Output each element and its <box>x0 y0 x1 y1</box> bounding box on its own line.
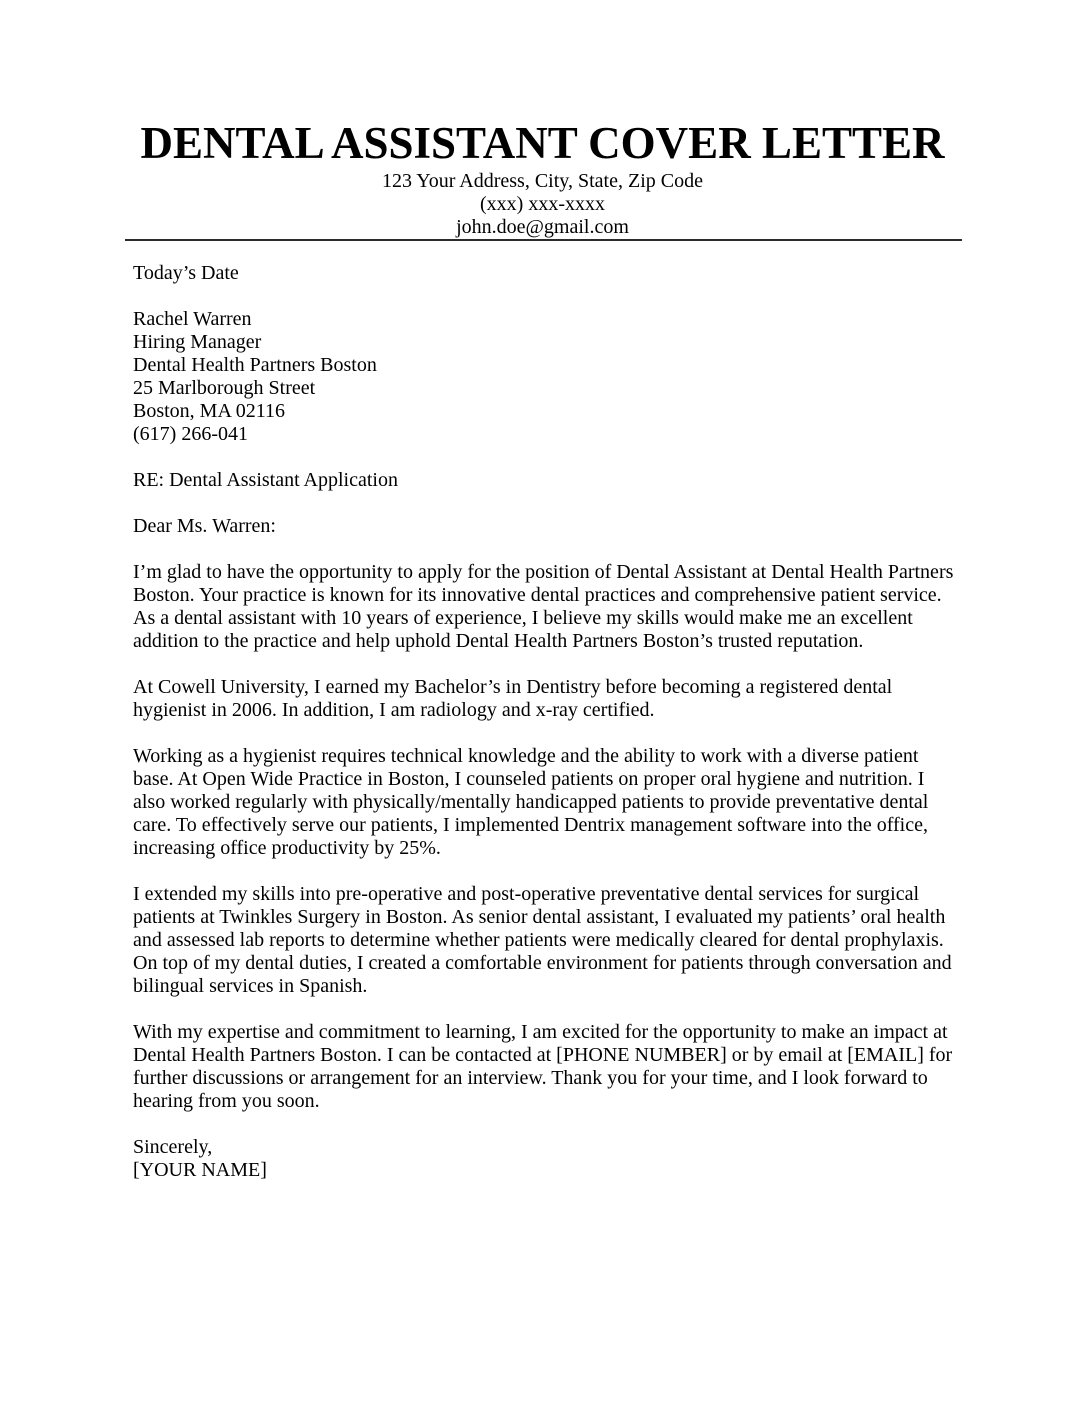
body-paragraph-3: Working as a hygienist requires technical knowledge and the ability to work with a diverse patient base. At Open Wide Practice in Boston, I counseled patients on proper oral hygiene and nutrition. I also worked regularly with physically/mentally handicapped patients to provide preventative dental care. To effectively serve our patients, I implemented Dentrix management software into the office, increasing office productivity by 25%. <box>133 745 929 859</box>
letter-header <box>0 0 1085 239</box>
letter-title: DENTAL ASSISTANT COVER LETTER <box>140 118 945 168</box>
recipient-name: Rachel Warren <box>133 308 252 330</box>
recipient-city-state-zip: Boston, MA 02116 <box>133 400 286 422</box>
recipient-street: 25 Marlborough Street <box>133 377 316 399</box>
closing: Sincerely, <box>133 1136 213 1158</box>
body-paragraph-5: With my expertise and commitment to learning, I am excited for the opportunity to make an impact at Dental Health Partners Boston. I can be contacted at [PHONE NUMBER] or by email at [EMAIL] for further discussions or arrangement for an interview. Thank you for your time, and I look forward to hearing from you soon. <box>133 1021 953 1112</box>
signature-name: [YOUR NAME] <box>133 1159 267 1181</box>
subject-line: RE: Dental Assistant Application <box>133 469 398 491</box>
sender-email: john.doe@gmail.com <box>456 216 629 238</box>
letter-date: Today’s Date <box>133 262 239 284</box>
letter-body <box>133 262 957 1182</box>
body-paragraph-4: I extended my skills into pre-operative and post-operative preventative dental services for surgical patients at Twinkles Surgery in Boston. As senior dental assistant, I evaluated my patients’ oral health and assessed lab reports to determine whether patients were medically cleared for dental prophylaxis. On top of my dental duties, I created a comfortable environment for patients through conversation and bilingual services in Spanish. <box>133 883 952 997</box>
header-divider <box>125 239 962 241</box>
sender-phone: (xxx) xxx-xxxx <box>480 193 605 215</box>
body-paragraph-2: At Cowell University, I earned my Bachelor’s in Dentistry before becoming a registered dental hygienist in 2006. In addition, I am radiology and x-ray certified. <box>133 676 893 721</box>
salutation: Dear Ms. Warren: <box>133 515 276 537</box>
recipient-job-title: Hiring Manager <box>133 331 262 353</box>
signature-block <box>133 1136 957 1182</box>
recipient-company: Dental Health Partners Boston <box>133 354 377 376</box>
body-paragraph-1: I’m glad to have the opportunity to apply for the position of Dental Assistant at Dental Health Partners Boston. Your practice is known for its innovative dental practices and comprehensive patient service. As a dental assistant with 10 years of experience, I believe my skills would make me an excellent addition to the practice and help uphold Dental Health Partners Boston’s trusted reputation. <box>133 561 954 652</box>
recipient-block <box>133 308 957 446</box>
recipient-phone: (617) 266-041 <box>133 423 248 445</box>
sender-address: 123 Your Address, City, State, Zip Code <box>382 170 703 192</box>
